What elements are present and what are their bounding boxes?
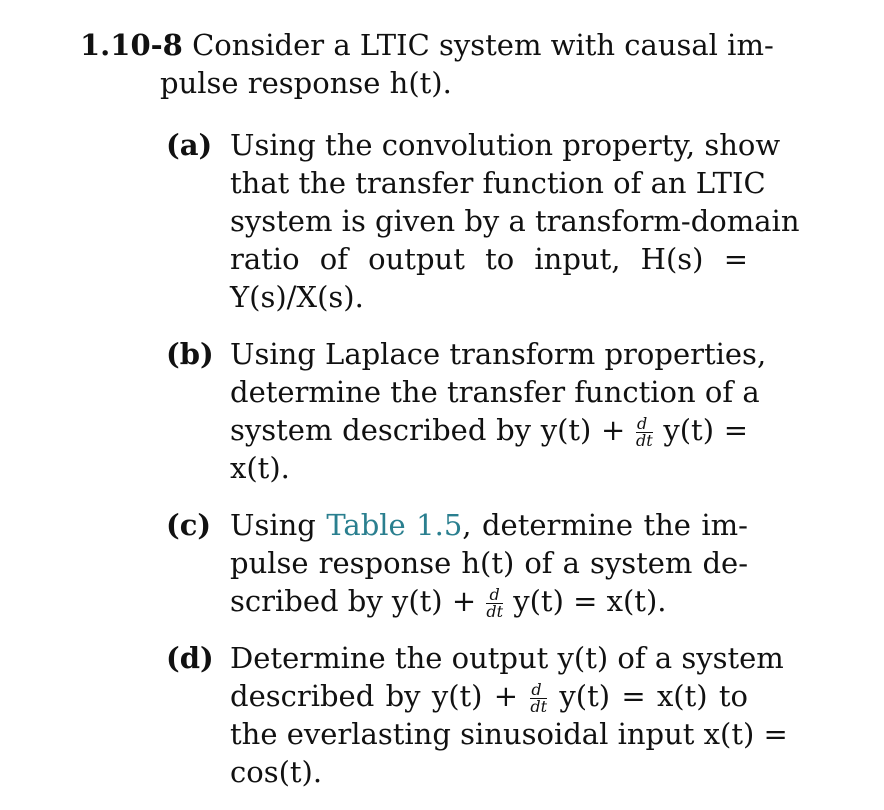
part-c-line3: scribed by y(t) + $\frac{d}{dt}$ y(t) = x(t). bbox=[230, 584, 667, 621]
part-c-line1 bbox=[230, 506, 748, 544]
part-b-line2: determine the transfer function of a bbox=[230, 375, 760, 409]
problem-number: 1.10-8 bbox=[80, 28, 183, 62]
problem-statement-line2: pulse response h(t). bbox=[160, 66, 452, 100]
problem-header bbox=[80, 26, 774, 102]
problem-parts bbox=[80, 126, 800, 791]
derivative-fraction: $\frac{d}{dt}$ bbox=[530, 679, 548, 716]
part-c-line1-suffix: , determine the im- bbox=[462, 508, 748, 542]
part-d-label: (d) bbox=[166, 641, 214, 675]
part-a-label: (a) bbox=[166, 128, 213, 162]
part-c-line1-prefix: Using bbox=[230, 508, 327, 542]
problem-1-10-8 bbox=[80, 26, 800, 810]
part-d bbox=[80, 639, 788, 791]
part-d-line1: Determine the output y(t) of a system bbox=[230, 641, 784, 675]
derivative-fraction: $\frac{d}{dt}$ bbox=[636, 413, 653, 450]
problem-statement-line1: Consider a LTIC system with causal im- bbox=[192, 28, 774, 62]
part-a-line3: system is given by a transform-domain bbox=[230, 204, 800, 238]
part-a-line2: that the transfer function of an LTIC bbox=[230, 166, 766, 200]
part-b-label: (b) bbox=[166, 337, 214, 371]
part-c-label: (c) bbox=[166, 508, 212, 542]
part-b bbox=[80, 335, 770, 487]
table-1-5-link[interactable]: Table 1.5 bbox=[326, 508, 463, 542]
part-d-line2: described by y(t) + $\frac{d}{dt}$ y(t) = x(t) to bbox=[230, 679, 749, 716]
part-a-line4: ratio of output to input, H(s) = bbox=[230, 242, 748, 276]
part-a-line5: Y(s)/X(s). bbox=[230, 280, 364, 314]
part-c bbox=[80, 506, 770, 620]
part-a bbox=[80, 126, 800, 316]
part-d-line3: the everlasting sinusoidal input x(t) = bbox=[230, 717, 788, 751]
part-b-line3: system described by y(t) + $\frac{d}{dt}$ y(t) = bbox=[230, 413, 748, 450]
part-d-line4: cos(t). bbox=[230, 755, 323, 789]
part-b-line4: x(t). bbox=[230, 451, 290, 485]
derivative-fraction: $\frac{d}{dt}$ bbox=[486, 584, 504, 621]
part-a-line1: Using the convolution property, show bbox=[230, 128, 781, 162]
part-b-line1: Using Laplace transform properties, bbox=[230, 337, 767, 371]
part-c-line2: pulse response h(t) of a system de- bbox=[230, 546, 748, 580]
